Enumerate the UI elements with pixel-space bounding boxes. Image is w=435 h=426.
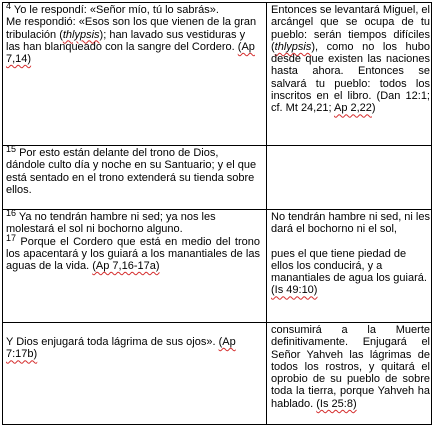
- row4-left-cell: [6, 323, 260, 361]
- verse-number: 4: [6, 1, 12, 11]
- verse-text: No tendrán hambre ni sed, ni les dará el bochorno ni el sol,: [271, 211, 430, 236]
- citation: (Ap 7,14): [6, 40, 255, 66]
- row3-right-cell: [271, 210, 430, 297]
- row4-right-cell: [271, 323, 430, 410]
- citation: (Ap 7,16-17a): [92, 260, 160, 273]
- comparison-table: [2, 2, 432, 425]
- citation: (Ap 7:17b): [6, 336, 236, 361]
- verse-text: pues el que tiene piedad de ellos los conducirá, y a manantiales de agua los guiará.: [271, 247, 427, 285]
- verse-text: Por esto están delante del trono de Dios, dándole culto día y noche en su Santuario; y el que está sentado en el trono extenderá su tienda sobre ellos.: [6, 147, 257, 196]
- table-row: [3, 323, 431, 424]
- greek-term: thlypsis: [274, 40, 312, 53]
- verse-text: ), como no los hubo desde que existen las naciones hasta ahora. Entonces se salvará tu pueblo: todos los inscritos en el libro. (Dan 12:1; cf. Mt 24,21;: [271, 40, 430, 115]
- verse-number: 16: [6, 208, 17, 218]
- citation: Ap 2,22: [333, 102, 372, 115]
- table-row: [3, 3, 431, 146]
- verse-text: Y Dios enjugará toda lágrima de sus ojos».: [6, 336, 219, 348]
- verse-text: ): [371, 102, 376, 115]
- verse-text: Entonces se levantará Miguel, el arcángel que se ocupa de tu pueblo: serán tiempos difíciles (: [271, 4, 430, 53]
- verse-text: Ya no tendrán hambre ni sed; ya nos les molestará el sol ni bochorno alguno.: [6, 211, 216, 236]
- verse-text: Me respondió: «Esos son los que vienen de la gran tribulación (: [6, 16, 257, 41]
- verse-text: consumirá a la Muerte definitivamente. Enjugará el Señor Yahveh las lágrimas de todos los rostros, y quitará el oprobio de su pueblo de sobre toda la tierra, porque Yahveh ha hablado.: [271, 324, 430, 410]
- row3-left-cell: [6, 210, 260, 272]
- row2-right-cell: [271, 146, 430, 147]
- table-row: [3, 210, 431, 323]
- citation: (Is 25:8): [316, 397, 357, 410]
- row2-left-cell: [6, 146, 260, 196]
- verse-text: Yo le respondí: «Señor mío, tú lo sabrás».: [11, 4, 219, 16]
- row1-right-cell: [271, 3, 430, 115]
- verse-text: ); han lavado sus vestiduras y las han blanqueado con la sangre del Cordero.: [6, 28, 246, 53]
- verse-number: 15: [6, 144, 17, 154]
- row1-left-cell: [6, 3, 260, 65]
- table-row: [3, 146, 431, 210]
- citation: (Is 49:10): [271, 284, 318, 297]
- verse-number: 17: [6, 232, 17, 243]
- verse-text: Porque el Cordero que está en medio del trono los apacentará y los guiará a los manantiales de las aguas de la vida.: [6, 235, 260, 273]
- greek-term: thlypsis: [62, 28, 100, 41]
